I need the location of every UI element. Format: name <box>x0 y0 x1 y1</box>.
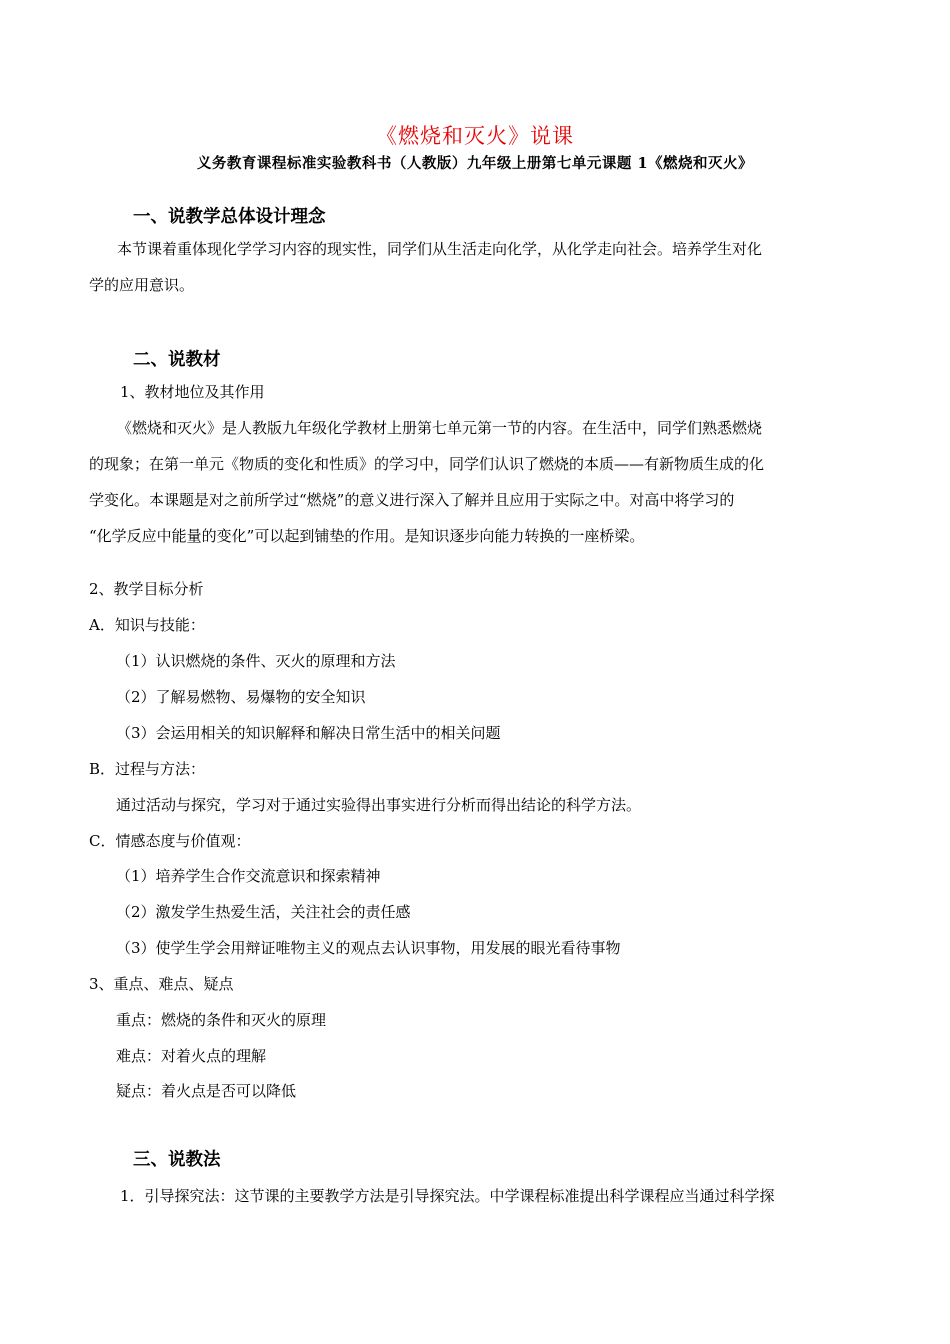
paragraph-line: “化学反应中能量的变化”可以起到铺垫的作用。是知识逐步向能力转换的一座桥梁。 <box>89 527 645 545</box>
paragraph-textbook-role <box>89 410 859 554</box>
list-item: （2）激发学生热爱生活，关注社会的责任感 <box>116 903 411 921</box>
list-item: （2）了解易燃物、易爆物的安全知识 <box>116 688 366 706</box>
text-key-point: 重点：燃烧的条件和灭火的原理 <box>116 1011 327 1029</box>
label-emotion-values: C．情感态度与价值观： <box>89 832 251 850</box>
paragraph-line: 学的应用意识。 <box>89 276 195 294</box>
section-heading-teaching-method: 三、说教法 <box>133 1150 221 1170</box>
paragraph-line: 《燃烧和灭火》是人教版九年级化学教材上册第七单元第一节的内容。在生活中，同学们熟悉燃烧 <box>117 419 763 437</box>
list-item: （1）认识燃烧的条件、灭火的原理和方法 <box>116 652 396 670</box>
list-item: （3）会运用相关的知识解释和解决日常生活中的相关问题 <box>116 724 501 742</box>
text-process-method: 通过活动与探究，学习对于通过实验得出事实进行分析而得出结论的科学方法。 <box>116 796 642 814</box>
subheading-key-points: 3、重点、难点、疑点 <box>89 975 234 993</box>
list-item: （3）使学生学会用辩证唯物主义的观点去认识事物，用发展的眼光看待事物 <box>116 939 621 957</box>
document-title: 《燃烧和灭火》说课 <box>376 124 574 148</box>
text-difficult-point: 难点：对着火点的理解 <box>116 1047 267 1065</box>
paragraph-line: 的现象；在第一单元《物质的变化和性质》的学习中，同学们认识了燃烧的本质——有新物质生成的化 <box>89 455 765 473</box>
subheading-objectives: 2、教学目标分析 <box>89 580 204 598</box>
paragraph-design-concept <box>89 231 859 303</box>
list-item: （1）培养学生合作交流意识和探索精神 <box>116 867 381 885</box>
paragraph-line: 本节课着重体现化学学习内容的现实性，同学们从生活走向化学，从化学走向社会。培养学生对化 <box>117 240 763 258</box>
section-heading-textbook: 二、说教材 <box>133 350 221 370</box>
paragraph-line: 学变化。本课题是对之前所学过“燃烧”的意义进行深入了解并且应用于实际之中。对高中将学习的 <box>89 491 735 509</box>
subheading-textbook-role: 1、教材地位及其作用 <box>120 383 265 401</box>
paragraph-line: 1．引导探究法：这节课的主要教学方法是引导探究法。中学课程标准提出科学课程应当通过科学探 <box>120 1187 775 1205</box>
text-doubt-point: 疑点：着火点是否可以降低 <box>116 1082 297 1100</box>
label-process-method: B．过程与方法： <box>89 760 206 778</box>
label-knowledge-skills: A．知识与技能： <box>89 616 205 634</box>
section-heading-design-concept: 一、说教学总体设计理念 <box>133 207 326 227</box>
document-subtitle: 义务教育课程标准实验教科书（人教版）九年级上册第七单元课题 1《燃烧和灭火》 <box>196 155 754 172</box>
